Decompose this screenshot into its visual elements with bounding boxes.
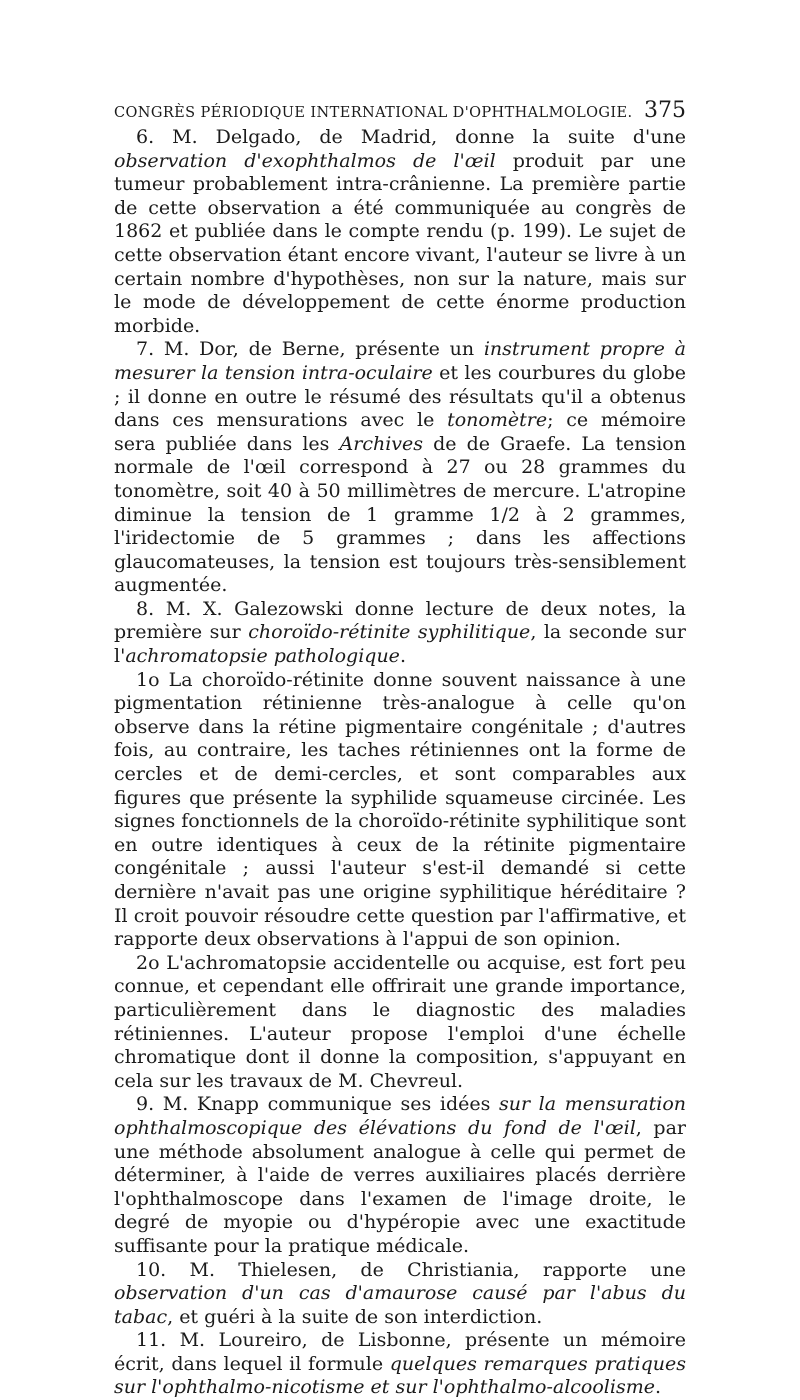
italic-text: tonomètre [447,409,548,432]
text-run: , et guéri à la suite de son interdiction. [167,1305,543,1328]
body-text [114,126,686,1400]
running-title: CONGRÈS PÉRIODIQUE INTERNATIONAL D'OPHTHALMOLOGIE. [114,105,633,121]
italic-text: achromatopsie pathologique [125,645,400,668]
text-run: et les courbures du globe ; il donne en outre le résumé des résultats qu'il a obtenus dans ces mensurations avec le [114,361,686,432]
paragraph [114,338,686,598]
text-run: 9. M. Knapp communique ses idées [136,1093,499,1116]
italic-text: sur la mensuration ophthalmoscopique des élévations du fond de l'œil [114,1093,686,1139]
text-run: 7. M. Dor, de Berne, présente un [136,338,484,361]
text-run: , la seconde sur l' [114,621,686,668]
page-number: 375 [644,98,686,123]
italic-text: choroïdo-rétinite syphilitique [248,621,531,644]
italic-text: quelques remarques pratiques sur l'ophthalmo-nicotisme et sur l'ophthalmo-alcoolisme [114,1352,686,1399]
paragraph [114,669,686,952]
text-run: de de Graefe. La tension normale de l'œil correspond à 27 ou 28 grammes du tonomètre, soit 40 à 50 millimètres de mercure. L'atropine diminue la tension de 1 gramme 1/2 à 2 grammes, l'iridectomie de 5 grammes ; dans les affections glaucomateuses, la tension est toujours très-sensiblement augmentée. [114,432,686,597]
paragraph [114,1329,686,1400]
paragraph [114,1259,686,1330]
text-run: 10. M. Thielesen, de Christiania, rapporte une [136,1258,686,1281]
italic-text: observation d'un cas d'amaurose causé par l'abus du tabac [114,1282,686,1328]
paragraph [114,598,686,669]
text-run: ; ce mémoire sera publiée dans les [114,409,686,455]
italic-text: instrument propre à mesurer la tension intra-oculaire [114,338,686,384]
page-header [114,98,686,123]
italic-text: observation d'exophthalmos de l'œil [114,149,496,172]
paragraph [114,952,686,1094]
text-run: 6. M. Delgado, de Madrid, donne la suite d'une [136,126,686,148]
text-run: . [399,645,406,668]
text-run: , par une méthode absolument analogue à celle qui permet de déterminer, à l'aide de verres auxiliaires placés derrière l'ophthalmoscope dans l'examen de l'image droite, le degré de myopie ou d'hypéropie avec une exactitude suffisante pour la pratique médicale. [114,1116,687,1257]
text-run: 8. M. X. Galezowski donne lecture de deux notes, la première sur [114,597,686,644]
text-run: . [654,1376,662,1399]
text-run: 1o La choroïdo-rétinite donne souvent naissance à une pigmentation rétinienne très-analogue à celle qu'on observe dans la rétine pigmentaire congénitale ; d'autres fois, au contraire, les taches rétiniennes ont la forme de cercles et de demi-cercles, et sont comparables aux figures que présente la syphilide squameuse circinée. Les signes fonctionnels de la choroïdo-rétinite syphilitique sont en outre identiques à ceux de la rétinite pigmentaire congénitale ; aussi l'auteur s'est-il demandé si cette dernière n'avait pas une origine syphilitique héréditaire ? Il croit pouvoir résoudre cette question par l'affirmative, et rapporte deux observations à l'appui de son opinion. [114,668,687,951]
paragraph [114,126,686,338]
text-run: 2o L'achromatopsie accidentelle ou acquise, est fort peu connue, et cependant elle offrirait une grande importance, particulièrement dans le diagnostic des maladies rétiniennes. L'auteur propose l'emploi d'une échelle chromatique dont il donne la composition, s'appuyant en cela sur les travaux de M. Chevreul. [114,951,686,1092]
paragraph [114,1093,686,1258]
text-run: produit par une tumeur probablement intra-crânienne. La première partie de cette observation a été communiquée au congrès de 1862 et publiée dans le compte rendu (p. 199). Le sujet de cette observation étant encore vivant, l'auteur se livre à un certain nombre d'hypothèses, non sur la nature, mais sur le mode de développement de cette énorme production morbide. [114,149,686,337]
text-run: 11. M. Loureiro, de Lisbonne, présente un mémoire écrit, dans lequel il formule [114,1329,686,1375]
italic-text: Archives [339,432,424,455]
